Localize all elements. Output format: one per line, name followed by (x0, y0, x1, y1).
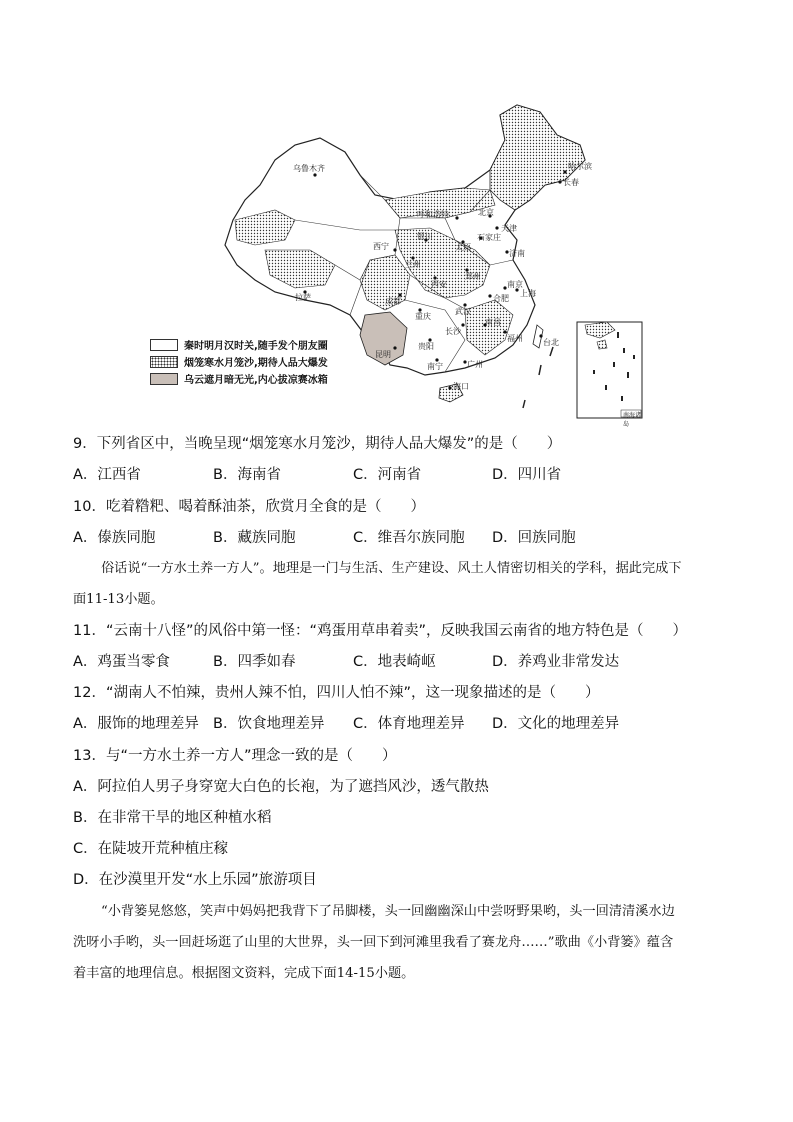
question-11-stem: 11．“云南十八怪”的风俗中第一怪：“鸡蛋用草串着卖”，反映我国云南省的地方特色是（ ） (73, 623, 687, 639)
city-label: 成都 (385, 297, 401, 306)
intro-paragraph-line: 洗呀小手哟，头一回赶场逛了山里的大世界，头一回下到河滩里我看了赛龙舟……”歌曲《小背篓》蕴含 (73, 935, 674, 950)
city-label: 西安 (431, 280, 447, 289)
city-label: 西宁 (373, 242, 389, 251)
city-label: 天津 (501, 224, 517, 233)
intro-paragraph-line: 着丰富的地理信息。根据图文资料，完成下面14-15小题。 (73, 966, 415, 981)
city-label: 武汉 (455, 307, 471, 316)
option-b: B．海南省 (213, 467, 281, 483)
option-d: D．文化的地理差异 (492, 716, 620, 732)
option-d: D．在沙漠里开发“水上乐园”旅游项目 (73, 872, 317, 888)
city-label: 重庆 (415, 312, 431, 321)
legend-label: 乌云遮月暗无光,内心拔凉赛冰箱 (184, 375, 328, 386)
intro-paragraph-line: “小背篓晃悠悠，笑声中妈妈把我背下了吊脚楼，头一回幽幽深山中尝呀野果哟，头一回清清溪水边 (101, 904, 675, 919)
option-b: B．在非常干旱的地区种植水稻 (73, 810, 272, 826)
city-label: 贵阳 (418, 342, 434, 351)
legend-swatch-gray (150, 373, 178, 385)
question-12-stem: 12．“湖南人不怕辣，贵州人辣不怕，四川人怕不辣”，这一现象描述的是（ ） (73, 685, 600, 701)
china-map-figure (145, 100, 645, 428)
option-c: C．地表崎岖 (353, 654, 436, 670)
option-d: D．养鸡业非常发达 (492, 654, 620, 670)
city-label: 南京 (507, 280, 523, 289)
city-label: 海口 (453, 382, 469, 391)
city-label: 哈尔滨 (568, 162, 592, 171)
inset-label: 南海诸岛 (623, 412, 642, 428)
city-label: 合肥 (493, 294, 509, 303)
city-label: 呼和浩特 (417, 210, 449, 219)
city-label: 广州 (467, 360, 483, 369)
option-a: A．阿拉伯人男子身穿宽大白色的长袍，为了遮挡风沙，透气散热 (73, 779, 489, 795)
legend-item (150, 353, 328, 370)
option-d: D．回族同胞 (492, 530, 576, 546)
city-label: 长沙 (445, 327, 461, 336)
legend-item (150, 336, 328, 353)
option-b: B．藏族同胞 (213, 530, 296, 546)
question-13-stem: 13．与“一方水土养一方人”理念一致的是（ ） (73, 748, 397, 764)
option-c: C．维吾尔族同胞 (353, 530, 465, 546)
city-label: 南昌 (485, 318, 501, 327)
city-label: 长春 (563, 178, 579, 187)
south-sea-inset (577, 322, 642, 418)
option-c: C．在陡坡开荒种植庄稼 (73, 841, 229, 857)
city-label: 石家庄 (477, 233, 501, 242)
question-10-stem: 10．吃着糌粑、喝着酥油茶，欣赏月全食的是（ ） (73, 499, 425, 515)
legend-swatch-dots (150, 356, 178, 368)
city-label: 台北 (543, 338, 559, 347)
option-c: C．河南省 (353, 467, 422, 483)
intro-paragraph-line: 俗话说“一方水土养一方人”。地理是一门与生活、生产建设、风土人情密切相关的学科，据此完成下 (101, 561, 682, 576)
legend-item (150, 370, 328, 387)
question-9-stem: 9．下列省区中，当晚呈现“烟笼寒水月笼沙，期待人品大爆发”的是（ ） (73, 436, 562, 452)
option-a: A．服饰的地理差异 (73, 716, 199, 732)
option-a: A．鸡蛋当零食 (73, 654, 170, 670)
city-label: 太原 (455, 243, 471, 252)
legend-label: 秦时明月汉时关,随手发个朋友圈 (184, 341, 328, 352)
intro-paragraph-line: 面11-13小题。 (73, 592, 164, 607)
city-label: 昆明 (375, 350, 391, 359)
city-label: 兰州 (405, 260, 421, 269)
city-label: 银川 (417, 232, 433, 241)
city-label: 福州 (507, 334, 523, 343)
city-label: 南宁 (427, 362, 443, 371)
option-a: A．江西省 (73, 467, 141, 483)
city-label: 济南 (509, 249, 525, 258)
option-b: B．四季如春 (213, 654, 296, 670)
option-c: C．体育地理差异 (353, 716, 465, 732)
option-d: D．四川省 (492, 467, 562, 483)
legend-label: 烟笼寒水月笼沙,期待人品大爆发 (184, 358, 328, 369)
city-label: 拉萨 (295, 293, 311, 302)
city-label: 上海 (520, 289, 536, 298)
legend-swatch-blank (150, 339, 178, 351)
map-legend (150, 336, 328, 387)
city-label: 郑州 (465, 272, 481, 281)
city-label: 乌鲁木齐 (293, 164, 325, 173)
city-label: 北京 (478, 208, 494, 217)
option-b: B．饮食地理差异 (213, 716, 325, 732)
option-a: A．傣族同胞 (73, 530, 156, 546)
